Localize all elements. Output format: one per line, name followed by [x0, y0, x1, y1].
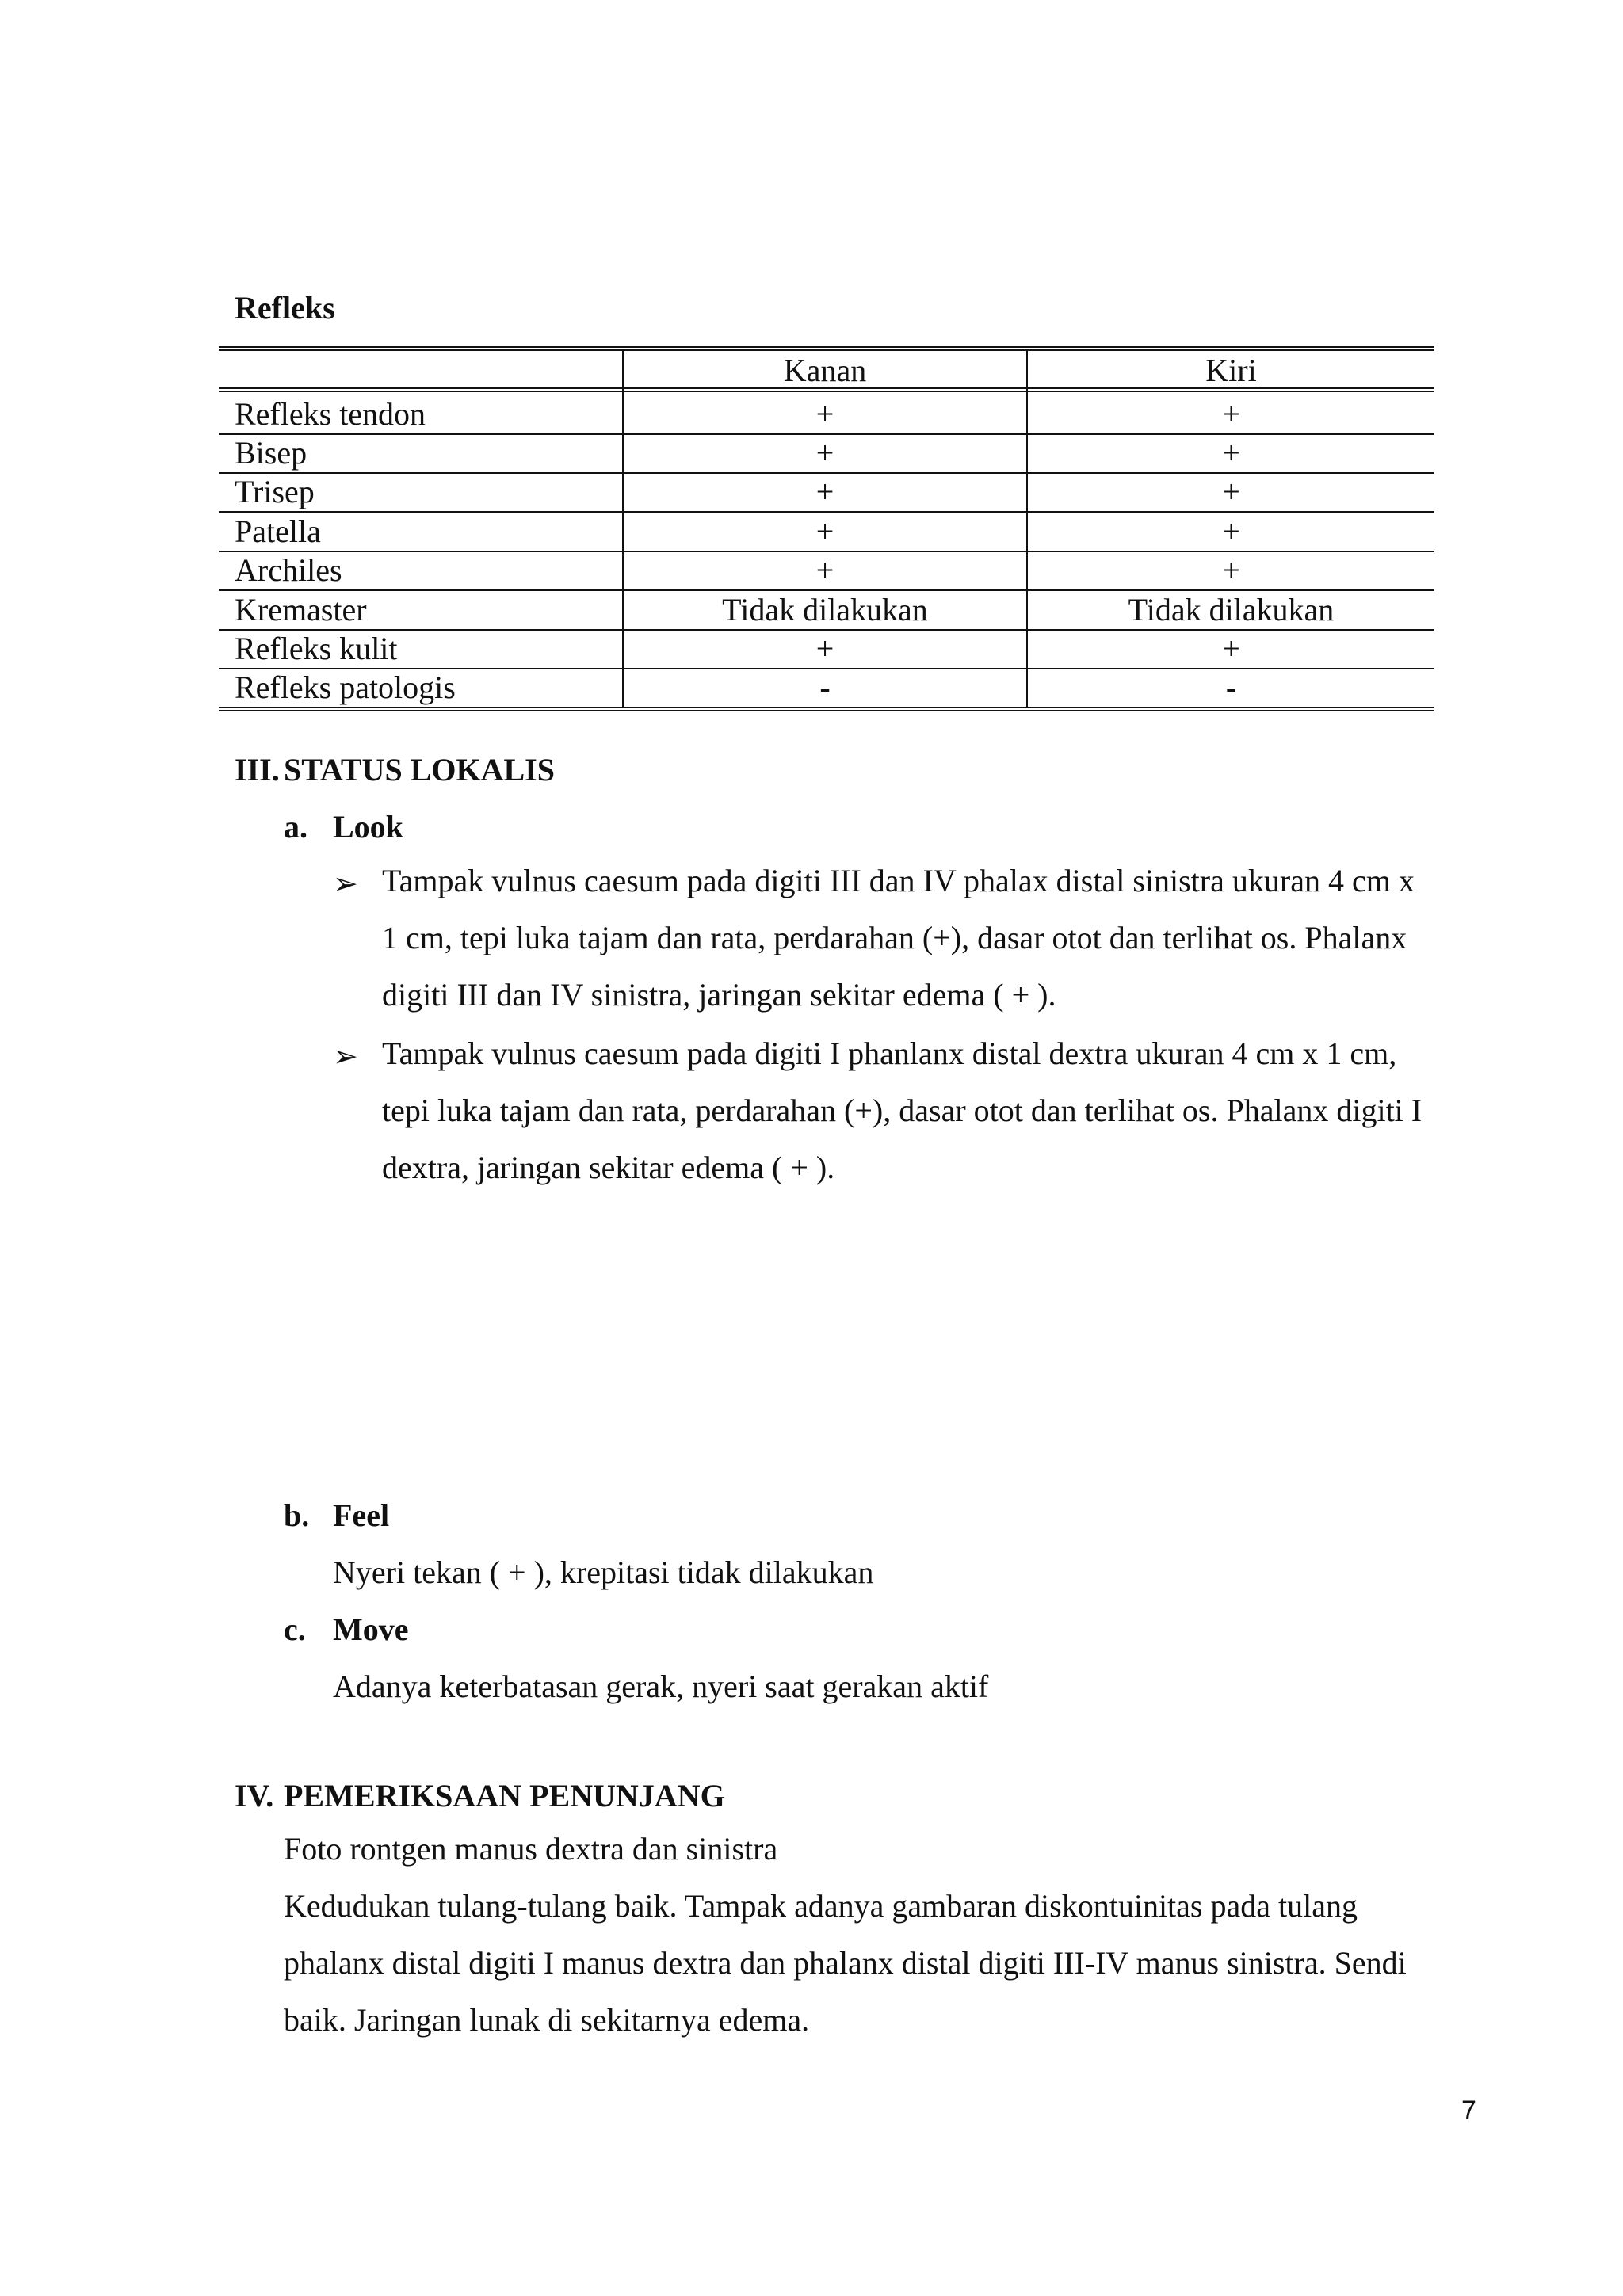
row-kanan: + [815, 552, 834, 588]
row-label: Archiles [235, 552, 342, 588]
row-kiri: - [1225, 669, 1237, 705]
subsection-heading-move: Move [333, 1611, 409, 1647]
header-cell-kanan: Kanan [783, 353, 867, 388]
arrow-bullet-icon: ➢ [333, 868, 358, 901]
penunjang-line: baik. Jaringan lunak di sekitarnya edema. [284, 2002, 810, 2038]
subsection-heading-look: Look [333, 809, 403, 845]
look-bullet-1-line: digiti III dan IV sinistra, jaringan sekitar edema ( + ). [382, 977, 1056, 1013]
row-kiri: + [1222, 513, 1240, 549]
row-kanan: + [815, 396, 834, 432]
row-kiri: + [1222, 396, 1240, 432]
row-kanan: - [819, 669, 831, 705]
header-cell-kiri: Kiri [1205, 353, 1257, 388]
arrow-bullet-icon: ➢ [333, 1040, 358, 1074]
subsection-marker-a: a. [284, 809, 307, 845]
row-kiri: + [1222, 474, 1240, 509]
row-kiri: Tidak dilakukan [1128, 592, 1335, 627]
move-text: Adanya keterbatasan gerak, nyeri saat gerakan aktif [333, 1669, 989, 1704]
table-bottom-rule [219, 707, 1434, 711]
look-bullet-2-line: tepi luka tajam dan rata, perdarahan (+), dasar otot dan terlihat os. Phalanx digiti I [382, 1093, 1423, 1128]
refleks-heading: Refleks [235, 290, 335, 326]
row-kanan: + [815, 631, 834, 666]
row-kanan: + [815, 513, 834, 549]
subsection-marker-b: b. [284, 1497, 310, 1533]
row-label: Kremaster [235, 592, 367, 627]
section-number-iv: IV. [235, 1778, 274, 1814]
look-bullet-2-line: dextra, jaringan sekitar edema ( + ). [382, 1150, 835, 1185]
subsection-heading-feel: Feel [333, 1497, 390, 1533]
row-kanan: Tidak dilakukan [722, 592, 928, 627]
look-bullet-1-line: Tampak vulnus caesum pada digiti III dan IV phalax distal sinistra ukuran 4 cm x [382, 863, 1415, 898]
row-kiri: + [1222, 631, 1240, 666]
row-label: Patella [235, 513, 321, 549]
table-top-rule [219, 346, 1434, 351]
penunjang-text [284, 1821, 1407, 2049]
page-number: 7 [1461, 2096, 1476, 2126]
row-kiri: + [1222, 552, 1240, 588]
section-number-iii: III. [235, 752, 280, 788]
look-bullet-2-line: Tampak vulnus caesum pada digiti I phanlanx distal dextra ukuran 4 cm x 1 cm, [382, 1035, 1397, 1071]
penunjang-line: phalanx distal digiti I manus dextra dan phalanx distal digiti III-IV manus sinistra. Sendi [284, 1945, 1407, 1981]
look-bullet-1-line: 1 cm, tepi luka tajam dan rata, perdarahan (+), dasar otot dan terlihat os. Phalanx [382, 920, 1407, 955]
look-bullet-2 [382, 1025, 1422, 1196]
section-heading-pemeriksaan-penunjang: PEMERIKSAAN PENUNJANG [284, 1778, 725, 1814]
row-kanan: + [815, 435, 834, 471]
row-label: Trisep [235, 474, 315, 509]
section-heading-status-lokalis: STATUS LOKALIS [284, 752, 555, 788]
feel-text: Nyeri tekan ( + ), krepitasi tidak dilakukan [333, 1554, 874, 1590]
row-label: Refleks kulit [235, 631, 398, 666]
row-label: Refleks tendon [235, 396, 426, 432]
penunjang-line: Kedudukan tulang-tulang baik. Tampak adanya gambaran diskontuinitas pada tulang [284, 1888, 1358, 1924]
look-bullet-1 [382, 852, 1415, 1024]
subsection-marker-c: c. [284, 1611, 306, 1647]
row-label: Bisep [235, 435, 307, 471]
penunjang-line: Foto rontgen manus dextra dan sinistra [284, 1831, 778, 1867]
row-kanan: + [815, 474, 834, 509]
row-kiri: + [1222, 435, 1240, 471]
row-label: Refleks patologis [235, 669, 456, 705]
